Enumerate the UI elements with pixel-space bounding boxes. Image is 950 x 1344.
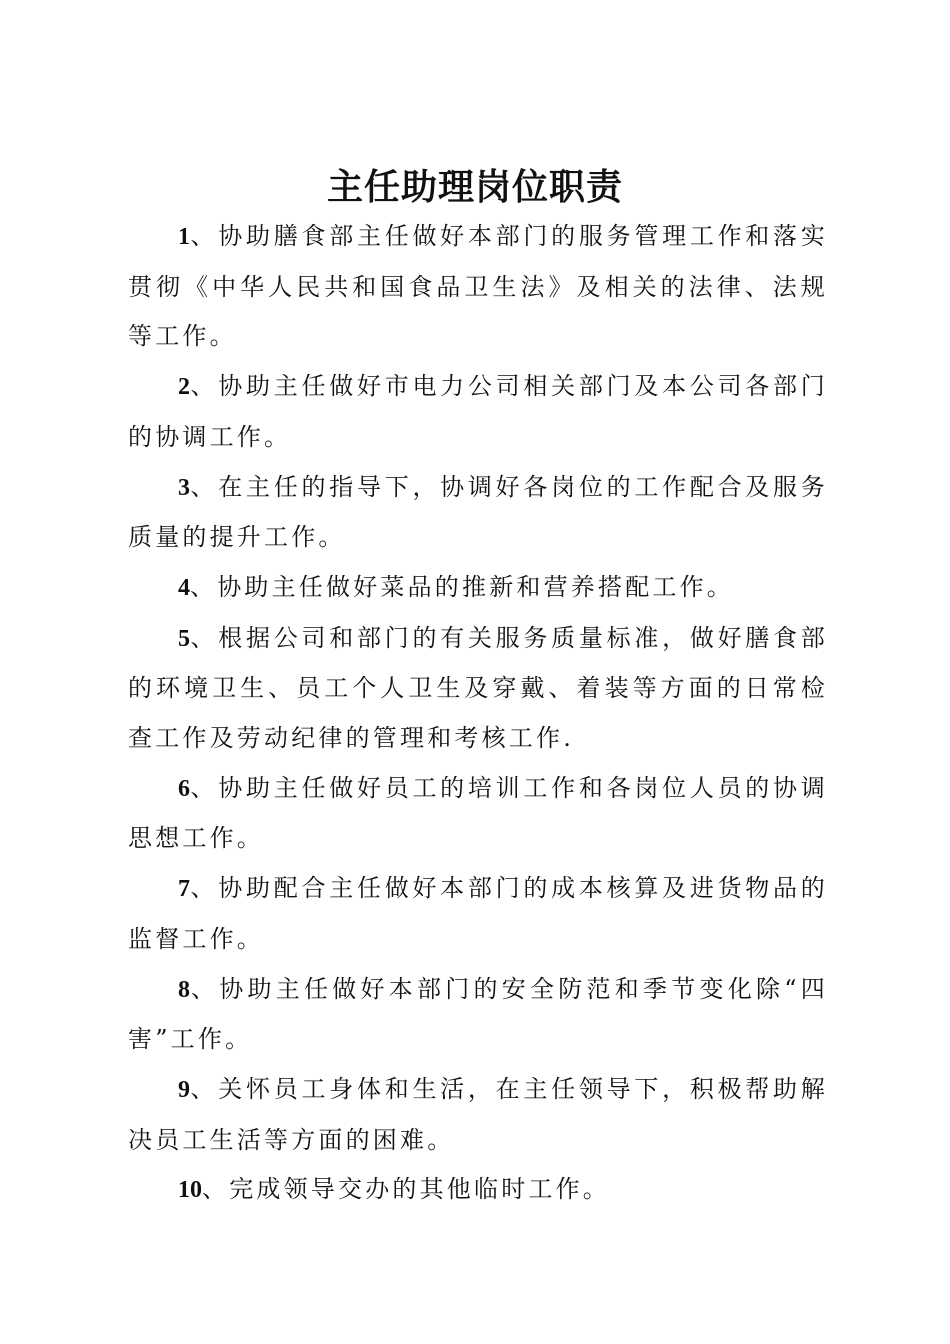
duty-number: 3 [178,474,190,501]
duty-text: 、在主任的指导下，协调好各岗位的工作配合及服务质量的提升工作。 [128,472,828,552]
duty-number: 7 [178,876,190,903]
duty-number: 6 [178,775,190,802]
duty-item-7 [128,864,828,964]
duty-number: 5 [178,625,190,652]
duty-text: 、根据公司和部门的有关服务质量标准，做好膳食部的环境卫生、员工个人卫生及穿戴、着装等方面的日常检查工作及劳动纪律的管理和考核工作. [128,623,828,753]
duty-number: 4 [178,574,190,601]
duty-text: 、协助膳食部主任做好本部门的服务管理工作和落实贯彻《中华人民共和国食品卫生法》及相关的法律、法规等工作。 [128,222,828,351]
duty-item-9 [128,1065,828,1165]
duty-text: 、关怀员工身体和生活，在主任领导下，积极帮助解决员工生活等方面的困难。 [128,1074,828,1154]
duty-item-4 [128,563,828,614]
duty-number: 2 [178,374,190,401]
duty-item-6 [128,764,828,864]
duty-item-1 [128,212,828,362]
duty-number: 9 [178,1076,190,1103]
duty-number: 8 [178,976,190,1003]
duty-item-3 [128,463,828,563]
duty-list [128,212,828,1216]
duty-text: 、协助主任做好本部门的安全防范和季节变化除“四害”工作。 [128,974,828,1054]
duty-text: 、协助主任做好菜品的推新和营养搭配工作。 [190,572,734,601]
duty-text: 、协助主任做好市电力公司相关部门及本公司各部门的协调工作。 [128,372,828,451]
page-title: 主任助理岗位职责 [326,166,623,208]
duty-number: 10 [178,1177,202,1204]
duty-text: 、完成领导交办的其他临时工作。 [202,1175,610,1204]
duty-number: 1 [178,224,190,250]
duty-item-2 [128,362,828,462]
duty-item-5 [128,614,828,764]
duty-item-10 [128,1165,828,1216]
duty-text: 、协助配合主任做好本部门的成本核算及进货物品的监督工作。 [128,874,828,953]
duty-item-8 [128,965,828,1065]
duty-text: 、协助主任做好员工的培训工作和各岗位人员的协调思想工作。 [128,773,828,853]
